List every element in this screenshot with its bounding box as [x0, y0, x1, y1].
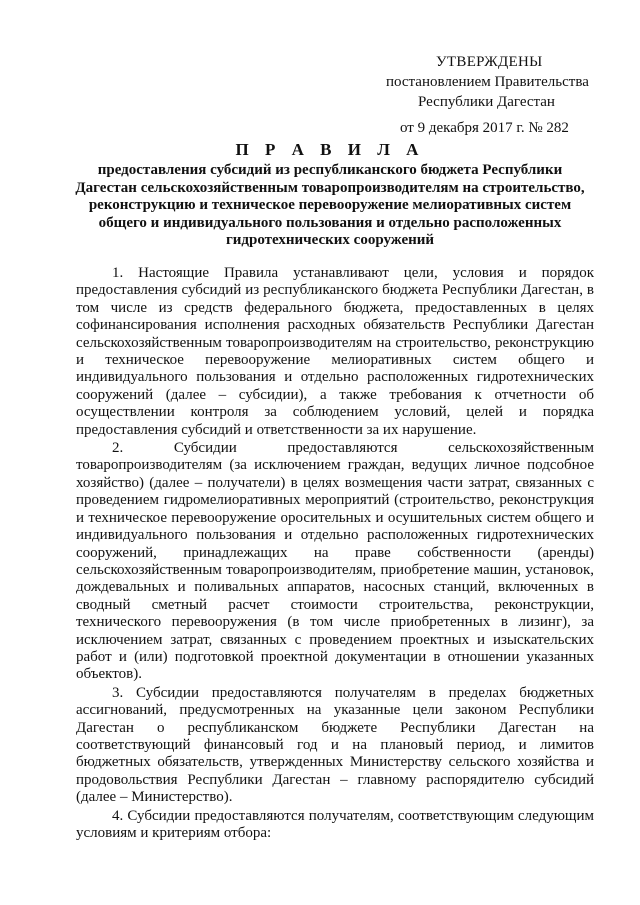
document-subtitle: предоставления субсидий из республиканского бюджета Республики Дагестан сельскохозяйственным товаропроизводителям на строительство, реконструкцию и техническое перевооружение мелиоративных систем общего и индивидуального пользования и отдельно расположенных гидротехнических сооружений — [75, 162, 585, 249]
approval-title: УТВЕРЖДЕНЫ — [436, 54, 543, 70]
document-body — [76, 265, 594, 842]
document-title: П Р А В И Л А — [235, 140, 425, 159]
approval-line-2: Республики Дагестан — [418, 94, 555, 110]
paragraph-3: 3. Субсидии предоставляются получателям в пределах бюджетных ассигнований, предусмотренных на указанные цели законом Республики Дагестан о республиканском бюджете Республики Дагестан на соответствующий финансовый год и на плановый период, и лимитов бюджетных обязательств, утвержденных Министерству сельского хозяйства и продовольствия Республики Дагестан – главному распорядителю субсидий (далее – Министерство). — [76, 684, 594, 806]
document-heading — [70, 140, 590, 250]
paragraph-2: 2. Субсидии предоставляются сельскохозяйственным товаропроизводителям (за исключением граждан, ведущих личное подсобное хозяйство) (далее – получатели) в целях возмещения части затрат, связанных с проведением гидромелиоративных мероприятий (строительство, реконструкция и техническое перевооружение оросительных и осушительных систем общего и индивидуального пользования и отдельно расположенных гидротехнических сооружений, принадлежащих на праве собственности (аренды) сельскохозяйственным товаропроизводителям, приобретение машин, установок, дождевальных и поливальных аппаратов, насосных станций, включенных в сводный сметный расчет стоимости строительства, реконструкции, технического перевооружения (в том числе приобретенных в лизинг), за исключением затрат, связанных с проведением проектных и изыскательских работ и (или) подготовкой проектной документации в отношении указанных объектов). — [76, 440, 594, 683]
approval-stamp — [360, 52, 600, 138]
paragraph-4: 4. Субсидии предоставляются получателям, соответствующим следующим условиям и критериям отбора: — [76, 807, 594, 841]
approval-line-1: постановлением Правительства — [386, 74, 589, 90]
paragraph-1: 1. Настоящие Правила устанавливают цели, условия и порядок предоставления субсидий из республиканского бюджета Республики Дагестан, в том числе из средств федерального бюджета, предоставленных в целях софинансирования исполнения расходных обязательств Республики Дагестан сельскохозяйственным товаропроизводителям на строительство, реконструкцию и техническое перевооружение мелиоративных систем общего и индивидуального пользования и отдельно расположенных гидротехнических сооружений (далее – субсидии), а также требования к отчетности об осуществлении контроля за соблюдением условий, целей и порядка предоставления субсидий и ответственности за их нарушение. — [76, 265, 594, 438]
approval-date: от 9 декабря 2017 г. № 282 — [400, 120, 569, 136]
